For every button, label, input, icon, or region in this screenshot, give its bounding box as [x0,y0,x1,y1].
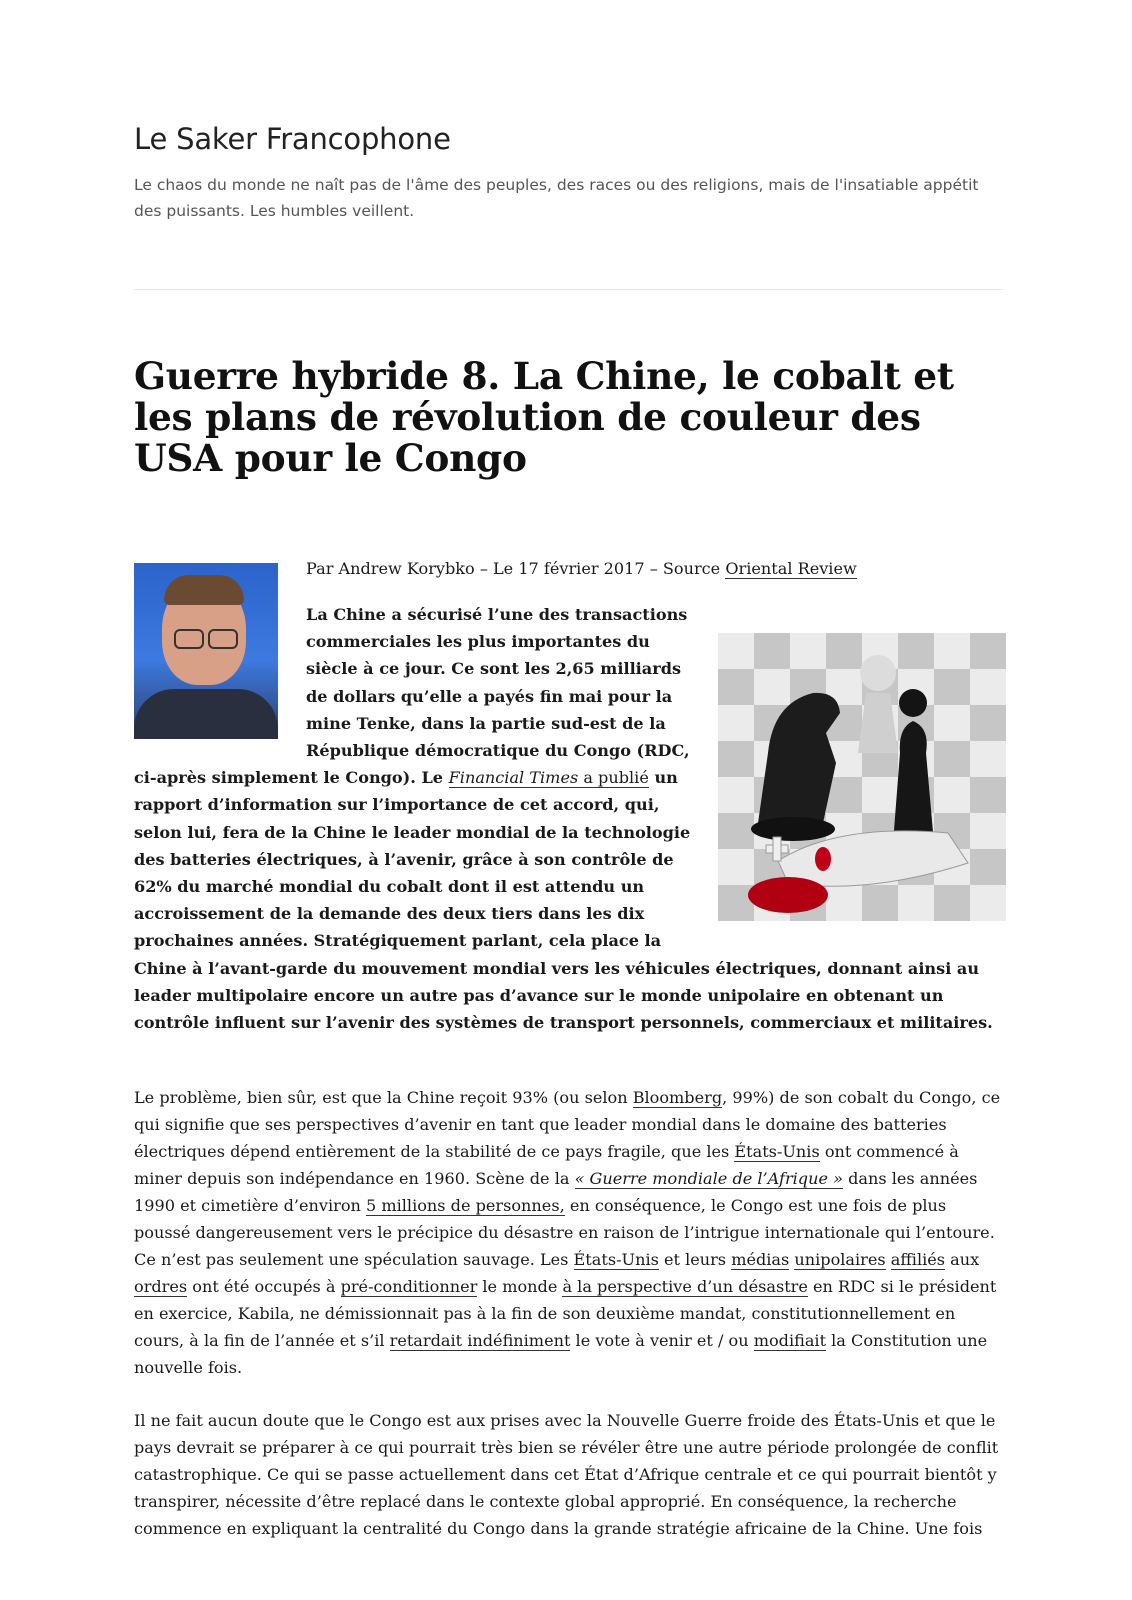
five-million-link[interactable]: 5 millions de personnes, [366,1196,565,1216]
article-paragraph-2: Il ne fait aucun doute que le Congo est aux prises avec la Nouvelle Guerre froide des États-Unis et que le pays devrait se préparer à ce qui pourrait très bien se révéler être une autre période prolongée de conflit catastrophique. Ce qui se passe actuellement dans cet État d’Afrique centrale et ce qui pourrait bientôt y transpirer, nécessite d’être replacé dans le contexte global approprié. En conséquence, la recherche commence en expliquant la centralité du Congo dans la grande stratégie africaine de la Chine. Une fois [134,1411,999,1539]
medias-link[interactable]: médias [731,1250,790,1270]
bloomberg-link[interactable]: Bloomberg [632,1088,723,1108]
source-link[interactable]: Oriental Review [725,559,857,578]
affilies-link[interactable]: affiliés [890,1250,946,1270]
pre-conditionner-link[interactable]: pré-conditionner [340,1277,478,1297]
retardait-link[interactable]: retardait indéfiniment [389,1331,571,1351]
perspective-desastre-link[interactable]: à la perspective d’un désastre [562,1277,808,1297]
chess-image [718,633,1006,921]
guerre-mondiale-link[interactable]: « Guerre mondiale de l’Afrique » [574,1169,843,1189]
ordres-link[interactable]: ordres [134,1277,188,1297]
article-paragraph-1: Le problème, bien sûr, est que la Chine reçoit 93% (ou selon Bloomberg, 99%) de son cobalt du Congo, ce qui signifie que ses perspectives d’avenir en tant que leader mondial dans le domaine des batteries électriques dépend entièrement de la stabilité de ce pays fragile, que les États-Unis ont commencé à miner depuis son indépendance en 1960. Scène de la « Guerre mondiale de l’Afrique » dans les années 1990 et cimetière d’environ 5 millions de personnes, en conséquence, le Congo est une fois de plus poussé dangereusement vers le précipice du désastre en raison de l’intrigue internationale qui l’entoure. Ce n’est pas seulement une spéculation sauvage. Les États-Unis et leurs médias unipolaires affiliés aux ordres ont été occupés à pré-conditionner le monde à la perspective d’un désastre en RDC si le président en exercice, Kabila, ne démissionnait pas à la fin de son deuxième mandat, constitutionnellement en cours, à la fin de l’année et s’il retardait indéfiniment le vote à venir et / ou modifiait la Constitution une nouvelle fois. [134,1088,1001,1378]
article-byline: Par Andrew Korybko – Le 17 février 2017 – Source Oriental Review [306,559,857,578]
chess-pieces-illustration [718,633,1006,921]
site-header [134,122,1004,224]
article-content [134,555,1006,1568]
author-photo [134,563,278,739]
financial-times-link[interactable]: Financial Times [448,768,579,788]
header-divider [134,289,1003,290]
article-title: Guerre hybride 8. La Chine, le cobalt et les plans de révolution de couleur des USA pour le Congo [134,354,954,480]
unipolaires-link[interactable]: unipolaires [794,1250,886,1270]
etats-unis-link-1[interactable]: États-Unis [734,1142,820,1162]
article-lead: La Chine a sécurisé l’une des transactions commerciales les plus importantes du siècle à ce jour. Ce sont les 2,65 milliards de dollars qu’elle a payés fin mai pour la mine Tenke, dans la partie sud-est de la République démocratique du Congo (RDC, ci-après simplement le Congo). Le Financial Times a publié un rapport d’information sur l’importance de cet accord, qui, selon lui, fera de la Chine le leader mondial de la technologie des batteries électriques, à l’avenir, grâce à son contrôle de 62% du marché mondial du cobalt dont il est attendu un accroissement de la demande des deux tiers dans les dix prochaines années. Stratégiquement parlant, cela place la Chine à l’avant-garde du mouvement mondial vers les véhicules électriques, donnant ainsi au leader multipolaire encore un autre pas d’avance sur le monde unipolaire en obtenant un contrôle influent sur l’avenir des systèmes de transport personnels, commerciaux et militaires. [134,605,993,1033]
modifiait-link[interactable]: modifiait [753,1331,827,1351]
a-publie-link-lead[interactable]: a publié [578,768,649,788]
site-tagline: Le chaos du monde ne naît pas de l'âme des peuples, des races ou des religions, mais de l'insatiable appétit des puissants. Les humbles veillent. [134,176,979,220]
site-title-link[interactable]: Le Saker Francophone [134,122,451,156]
etats-unis-link-2[interactable]: États-Unis [573,1250,659,1270]
